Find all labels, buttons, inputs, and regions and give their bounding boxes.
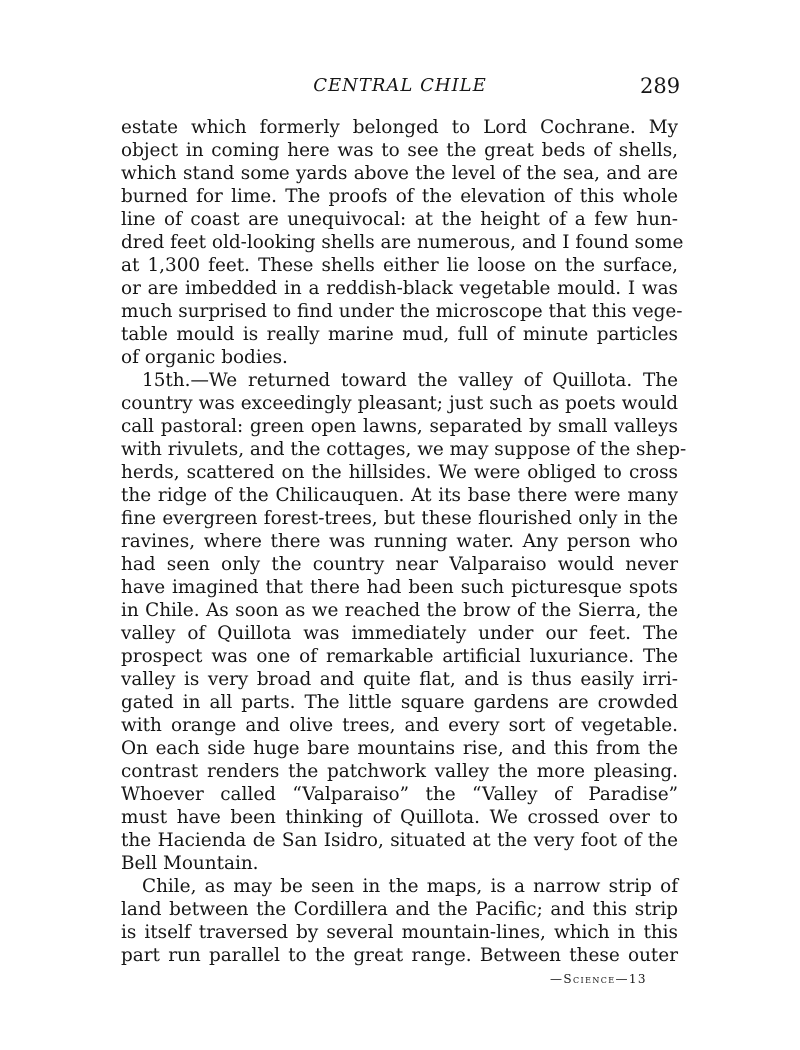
text-line: object in coming here was to see the great beds of shells, [121, 140, 678, 161]
text-line: of organic bodies. [121, 347, 288, 368]
text-line: with orange and olive trees, and every sort of vegetable. [121, 715, 678, 736]
text-line: contrast renders the patchwork valley the more pleasing. [121, 761, 678, 782]
text-line: at 1,300 feet. These shells either lie loose on the surface, [121, 255, 678, 276]
text-line: burned for lime. The proofs of the elevation of this whole [121, 186, 678, 207]
text-line: ravines, where there was running water. Any person who [121, 531, 678, 552]
text-line: is itself traversed by several mountain-lines, which in this [121, 922, 678, 943]
text-line: country was exceedingly pleasant; just such as poets would [121, 393, 678, 414]
text-line: with rivulets, and the cottages, we may suppose of the shep- [121, 439, 687, 460]
text-line: Chile, as may be seen in the maps, is a narrow strip of [142, 876, 678, 897]
text-line: line of coast are unequivocal: at the height of a few hun- [121, 209, 678, 230]
text-line: On each side huge bare mountains rise, and this from the [121, 738, 678, 759]
text-line: gated in all parts. The little square gardens are crowded [121, 692, 678, 713]
text-line: land between the Cordillera and the Pacific; and this strip [121, 899, 678, 920]
text-line: call pastoral: green open lawns, separated by small valleys [121, 416, 678, 437]
text-line: herds, scattered on the hillsides. We were obliged to cross [121, 462, 678, 483]
body-text [121, 116, 687, 967]
text-line: the ridge of the Chilicauquen. At its base there were many [121, 485, 678, 506]
text-line: valley of Quillota was immediately under our feet. The [121, 623, 678, 644]
text-line: 15th.—We returned toward the valley of Quillota. The [142, 370, 678, 391]
text-line: Whoever called “Valparaiso” the “Valley of Paradise” [121, 784, 678, 805]
text-line: which stand some yards above the level of the sea, and are [121, 163, 678, 184]
text-line: part run parallel to the great range. Between these outer [121, 945, 678, 966]
text-line: the Hacienda de San Isidro, situated at the very foot of the [121, 830, 678, 851]
text-line: much surprised to find under the microscope that this vege- [121, 301, 683, 322]
running-title: CENTRAL CHILE [313, 75, 487, 96]
text-line: valley is very broad and quite flat, and is thus easily irri- [121, 669, 678, 690]
text-line: had seen only the country near Valparaiso would never [121, 554, 678, 575]
text-line: dred feet old-looking shells are numerous, and I found some [121, 232, 684, 253]
text-line: fine evergreen forest-trees, but these flourished only in the [121, 508, 678, 529]
text-line: Bell Mountain. [121, 853, 259, 874]
text-line: or are imbedded in a reddish-black vegetable mould. I was [121, 278, 678, 299]
text-line: table mould is really marine mud, full of minute particles [121, 324, 678, 345]
text-line: estate which formerly belonged to Lord Cochrane. My [121, 117, 678, 138]
signature-mark: —Science—13 [550, 972, 647, 986]
text-line: in Chile. As soon as we reached the brow of the Sierra, the [121, 600, 678, 621]
text-line: prospect was one of remarkable artificial luxuriance. The [121, 646, 678, 667]
page-number: 289 [640, 74, 681, 98]
text-line: have imagined that there had been such picturesque spots [121, 577, 678, 598]
text-line: must have been thinking of Quillota. We crossed over to [121, 807, 678, 828]
